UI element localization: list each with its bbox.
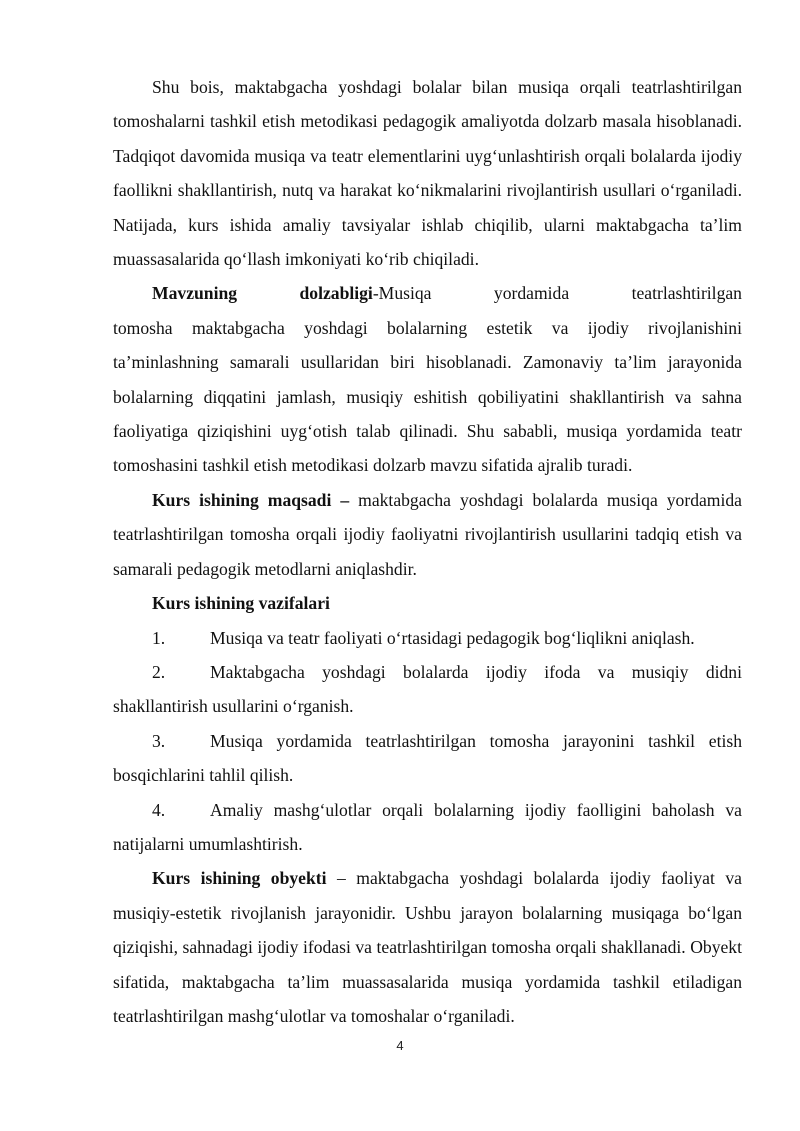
page-content	[113, 70, 742, 1033]
relevance-first-line-rest: -Musiqa yordamida teatrlashtirilgan tomosha	[113, 283, 742, 338]
goal-label: Kurs ishining maqsadi –	[152, 489, 350, 510]
task-number: 1.	[152, 627, 166, 648]
task-text: Musiqa va teatr faoliyati o‘rtasidagi pedagogik bog‘liqlikni aniqlash.	[210, 627, 695, 648]
goal-text: maktabgacha yoshdagi bolalarda musiqa yordamida teatrlashtirilgan tomosha orqali ijodiy faoliyatni rivojlantirish usullarini tadqiq etish va samarali pedagogik metodlarni aniqlashdir.	[113, 489, 742, 579]
object-label: Kurs ishining obyekti	[152, 868, 327, 889]
relevance-text: maktabgacha yoshdagi bolalarning estetik va ijodiy rivojlanishini ta’minlashning samarali usullaridan biri hisoblanadi. Zamonaviy ta’lim jarayonida bolalarning diqqatini jamlash, musiqiy eshitish qobiliyatini shakllantirish va sahna faoliyatiga qiziqishini uyg‘otish talab qilinadi. Shu sababli, musiqa yordamida teatr tomoshasini tashkil etish metodikasi dolzarb mavzu sifatida ajralib turadi.	[113, 317, 742, 476]
task-number: 3.	[152, 730, 166, 751]
goal-paragraph	[113, 483, 742, 586]
relevance-paragraph	[113, 276, 742, 482]
page-number: 4	[396, 1038, 404, 1053]
object-paragraph	[113, 861, 742, 1033]
task-number: 2.	[152, 661, 166, 682]
task-item-1	[113, 621, 742, 655]
task-number: 4.	[152, 799, 166, 820]
task-text: Amaliy mashg‘ulotlar orqali bolalarning ijodiy faolligini baholash va natijalarni umumlashtirish.	[113, 799, 742, 854]
task-item-2	[113, 655, 742, 724]
object-text: – maktabgacha yoshdagi bolalarda ijodiy faoliyat va musiqiy-estetik rivojlanish jarayonidir. Ushbu jarayon bolalarning musiqaga bo‘lgan qiziqishi, sahnadagi ijodiy ifodasi va teatrlashtirilgan tomosha orqali shakllanadi. Obyekt sifatida, maktabgacha ta’lim muassasalarida musiqa yordamida tashkil etiladigan teatrlashtirilgan mashg‘ulotlar va tomoshalar o‘rganiladi.	[113, 868, 742, 1026]
tasks-heading: Kurs ishining vazifalari	[152, 593, 330, 614]
task-item-4	[113, 793, 742, 862]
intro-paragraph: Shu bois, maktabgacha yoshdagi bolalar bilan musiqa orqali teatrlashtirilgan tomoshalarni tashkil etish metodikasi pedagogik amaliyotda dolzarb masala hisoblanadi. Tadqiqot davomida musiqa va teatr elementlarini uyg‘unlashtirish orqali bolalarda ijodiy faollikni shakllantirish, nutq va harakat ko‘nikmalarini rivojlantirish usullari o‘rganiladi. Natijada, kurs ishida amaliy tavsiyalar ishlab chiqilib, ularni maktabgacha ta’lim muassasalarida qo‘llash imkoniyati ko‘rib chiqiladi.	[113, 77, 742, 270]
task-text: Musiqa yordamida teatrlashtirilgan tomosha jarayonini tashkil etish bosqichlarini tahlil qilish.	[113, 730, 742, 786]
task-text: Maktabgacha yoshdagi bolalarda ijodiy ifoda va musiqiy didni shakllantirish usullarini o‘rganish.	[113, 661, 742, 717]
relevance-label: Mavzuning dolzabligi	[152, 283, 373, 304]
task-item-3	[113, 724, 742, 793]
